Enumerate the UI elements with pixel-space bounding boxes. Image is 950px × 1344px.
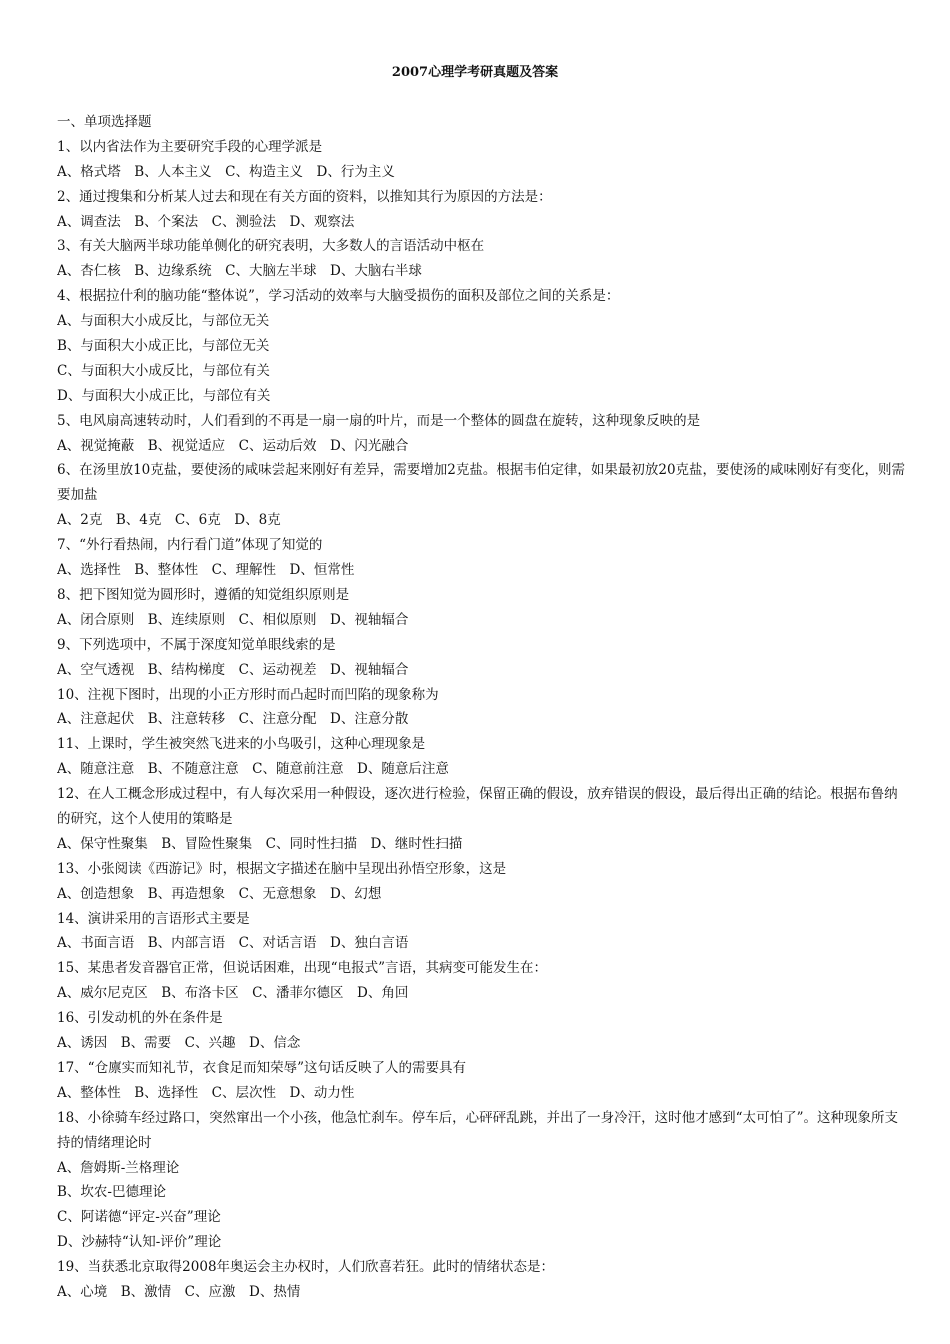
question-18-option-c: C、阿诺德“评定-兴奋”理论 (57, 1209, 221, 1226)
question-8-stem: 8、把下图知觉为圆形时，遵循的知觉组织原则是 (57, 586, 350, 603)
question-14-stem: 14、演讲采用的言语形式主要是 (57, 910, 250, 927)
question-18-option-d: D、沙赫特“认知-评价”理论 (57, 1234, 222, 1251)
question-4-option-a: A、与面积大小成反比，与部位无关 (57, 313, 270, 330)
question-14-options: A、书面言语 B、内部言语 C、对话言语 D、独白言语 (57, 935, 409, 952)
question-10-options: A、注意起伏 B、注意转移 C、注意分配 D、注意分散 (57, 711, 409, 728)
question-10-stem: 10、注视下图时，出现的小正方形时而凸起时而凹陷的现象称为 (57, 686, 439, 703)
question-19-stem: 19、当获悉北京取得2008年奥运会主办权时，人们欣喜若狂。此时的情绪状态是： (57, 1259, 555, 1276)
page-title: 2007心理学考研真题及答案 (391, 65, 559, 80)
question-6-stem: 6、在汤里放10克盐，要使汤的咸味尝起来刚好有差异，需要增加2克盐。根据韦伯定律，如果最初放20克盐，要使汤的咸味刚好有变化，则需要加盐 (57, 462, 906, 504)
question-16-options: A、诱因 B、需要 C、兴趣 D、信念 (57, 1035, 301, 1052)
question-9-options: A、空气透视 B、结构梯度 C、运动视差 D、视轴辐合 (57, 661, 409, 678)
section-heading: 一、单项选择题 (57, 114, 152, 130)
question-13-options: A、创造想象 B、再造想象 C、无意想象 D、幻想 (57, 885, 382, 902)
question-1-stem: 1、以内省法作为主要研究手段的心理学派是 (57, 138, 323, 155)
question-3-stem: 3、有关大脑两半球功能单侧化的研究表明，大多数人的言语活动中枢在 (57, 238, 485, 255)
question-18-stem: 18、小徐骑车经过路口，突然窜出一个小孩，他急忙刹车。停车后，心砰砰乱跳，并出了一身冷汗，这时他才感到“太可怕了”。这种现象所支持的情绪理论时 (57, 1109, 898, 1151)
question-5-stem: 5、电风扇高速转动时，人们看到的不再是一扇一扇的叶片，而是一个整体的圆盘在旋转，这种现象反映的是 (57, 412, 701, 429)
question-17-stem: 17、“仓廪实而知礼节，衣食足而知荣辱”这句话反映了人的需要具有 (57, 1059, 466, 1076)
question-18-option-a: A、詹姆斯-兰格理论 (57, 1159, 180, 1176)
question-4-option-b: B、与面积大小成正比，与部位无关 (57, 338, 270, 355)
question-4-option-d: D、与面积大小成正比，与部位有关 (57, 387, 271, 404)
question-4-stem: 4、根据拉什利的脑功能“整体说”，学习活动的效率与大脑受损伤的面积及部位之间的关系是： (57, 288, 620, 305)
question-6-options: A、2克 B、4克 C、6克 D、8克 (57, 512, 281, 529)
question-16-stem: 16、引发动机的外在条件是 (57, 1010, 223, 1027)
question-19-options: A、心境 B、激情 C、应激 D、热情 (57, 1283, 301, 1300)
question-5-options: A、视觉掩蔽 B、视觉适应 C、运动后效 D、闪光融合 (57, 437, 409, 454)
question-13-stem: 13、小张阅读《西游记》时，根据文字描述在脑中呈现出孙悟空形象，这是 (57, 860, 507, 877)
question-12-stem: 12、在人工概念形成过程中，有人每次采用一种假设，逐次进行检验，保留正确的假设，放弃错误的假设，最后得出正确的结论。根据布鲁纳的研究，这个人使用的策略是 (57, 786, 898, 827)
question-15-stem: 15、某患者发音器官正常，但说话困难，出现“电报式”言语，其病变可能发生在： (57, 960, 547, 977)
question-3-options: A、杏仁核 B、边缘系统 C、大脑左半球 D、大脑右半球 (57, 263, 422, 280)
question-2-options: A、调查法 B、个案法 C、测验法 D、观察法 (57, 213, 355, 230)
question-2-stem: 2、通过搜集和分析某人过去和现在有关方面的资料，以推知其行为原因的方法是： (57, 188, 552, 205)
question-7-options: A、选择性 B、整体性 C、理解性 D、恒常性 (57, 562, 355, 579)
question-18-option-b: B、坎农-巴德理论 (57, 1184, 166, 1201)
question-9-stem: 9、下列选项中，不属于深度知觉单眼线索的是 (57, 636, 336, 653)
question-7-stem: 7、“外行看热闹，内行看门道”体现了知觉的 (57, 537, 323, 554)
question-15-options: A、威尔尼克区 B、布洛卡区 C、潘菲尔德区 D、角回 (57, 985, 409, 1002)
question-12-options: A、保守性聚集 B、冒险性聚集 C、同时性扫描 D、继时性扫描 (57, 835, 463, 852)
question-17-options: A、整体性 B、选择性 C、层次性 D、动力性 (57, 1084, 355, 1101)
question-11-options: A、随意注意 B、不随意注意 C、随意前注意 D、随意后注意 (57, 761, 449, 778)
question-1-options: A、格式塔 B、人本主义 C、构造主义 D、行为主义 (57, 163, 395, 180)
question-8-options: A、闭合原则 B、连续原则 C、相似原则 D、视轴辐合 (57, 611, 409, 628)
question-4-option-c: C、与面积大小成反比，与部位有关 (57, 362, 270, 379)
document-body (57, 110, 909, 1305)
question-11-stem: 11、上课时，学生被突然飞进来的小鸟吸引，这种心理现象是 (57, 736, 426, 753)
